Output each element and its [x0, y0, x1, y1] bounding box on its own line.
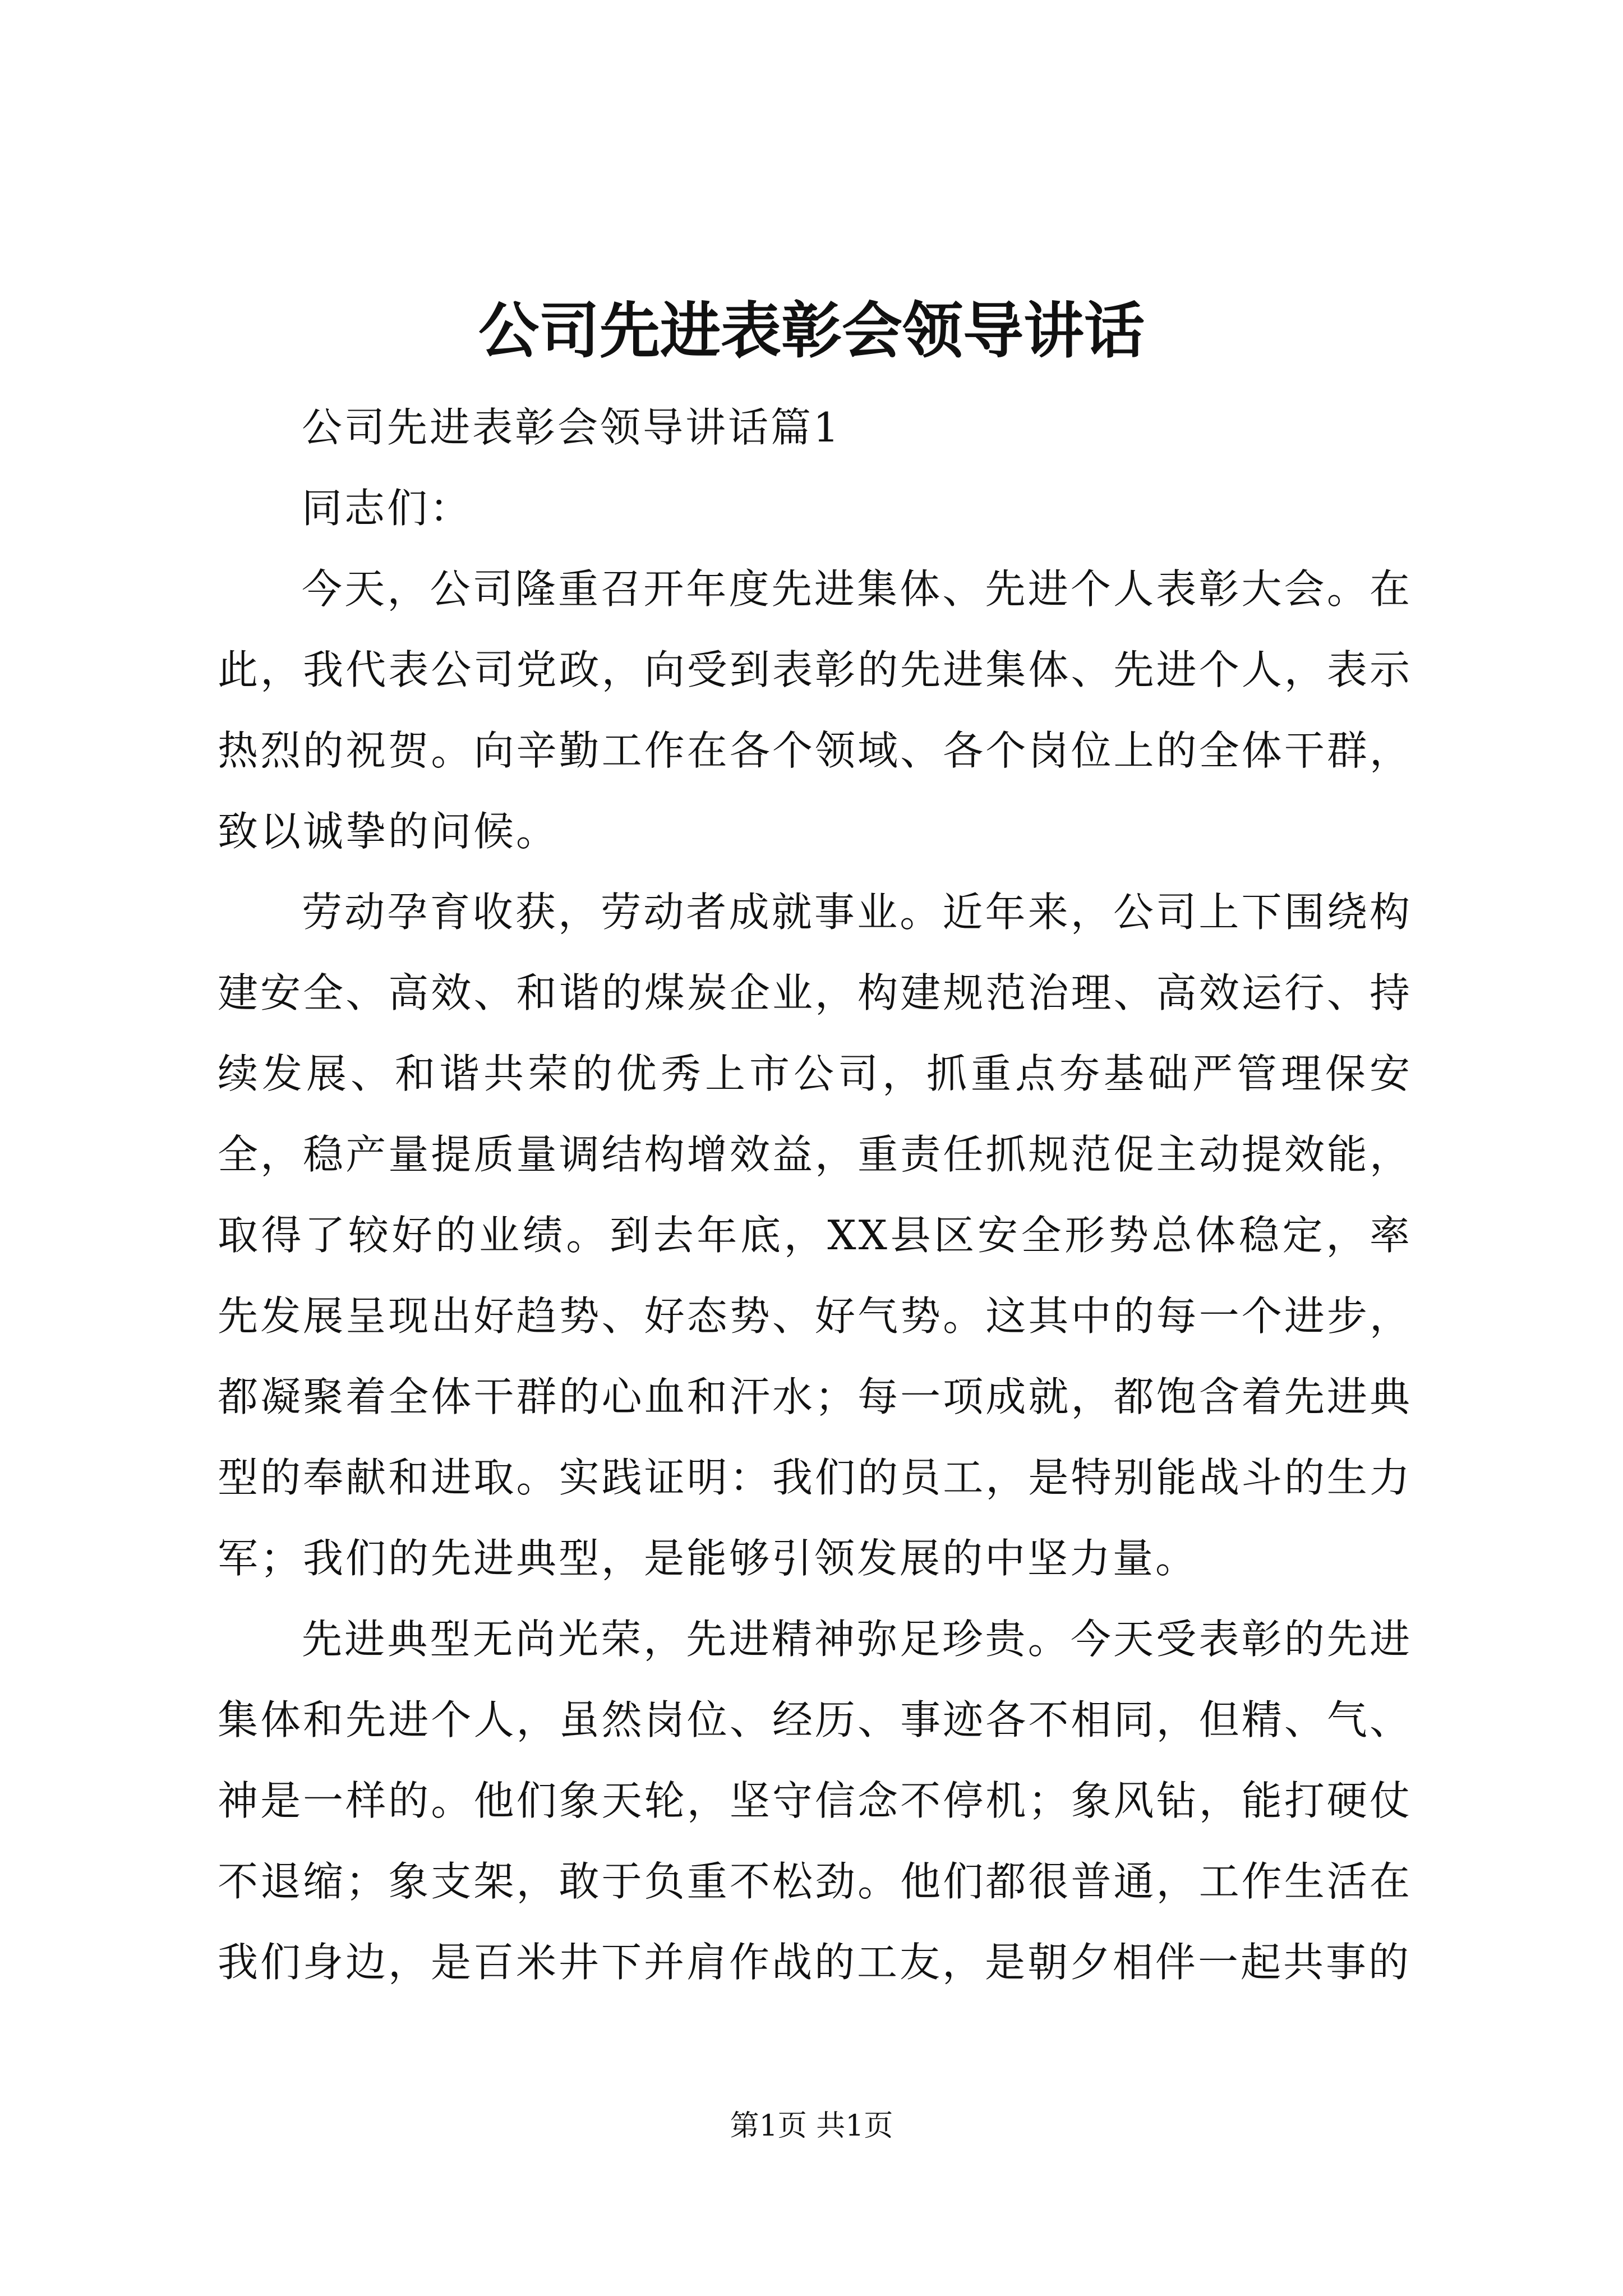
body-paragraph: 先进典型无尚光荣，先进精神弥足珍贵。今天受表彰的先进集体和先进个人，虽然岗位、经历、事迹各不相同，但精、气、神是一样的。他们象天轮，坚守信念不停机；象风钻，能打硬仗不退缩；象支架，敢于负重不松劲。他们都很普通，工作生活在我们身边，是百米井下并肩作战的工友，是朝夕相伴一起共事的	[218, 1616, 1412, 1986]
salutation: 同志们：	[302, 485, 473, 532]
document-body	[218, 387, 1412, 2003]
page-footer: 第1页 共1页	[730, 2109, 893, 2143]
section-heading: 公司先进表彰会领导讲话篇1	[302, 404, 841, 451]
body-paragraph: 劳动孕育收获，劳动者成就事业。近年来，公司上下围绕构建安全、高效、和谐的煤炭企业，构建规范治理、高效运行、持续发展、和谐共荣的优秀上市公司，抓重点夯基础严管理保安全，稳产量提质量调结构增效益，重责任抓规范促主动提效能，取得了较好的业绩。到去年底，XX县区安全形势总体稳定，率先发展呈现出好趋势、好态势、好气势。这其中的每一个进步，都凝聚着全体干群的心血和汗水；每一项成就，都饱含着先进典型的奉献和进取。实践证明：我们的员工，是特别能战斗的生力军；我们的先进典型，是能够引领发展的中坚力量。	[218, 889, 1412, 1582]
document-title: 公司先进表彰会领导讲话	[478, 296, 1145, 366]
body-paragraph: 今天，公司隆重召开年度先进集体、先进个人表彰大会。在此，我代表公司党政，向受到表彰的先进集体、先进个人，表示热烈的祝贺。向辛勤工作在各个领域、各个岗位上的全体干群，致以诚挚的问候。	[218, 565, 1412, 855]
